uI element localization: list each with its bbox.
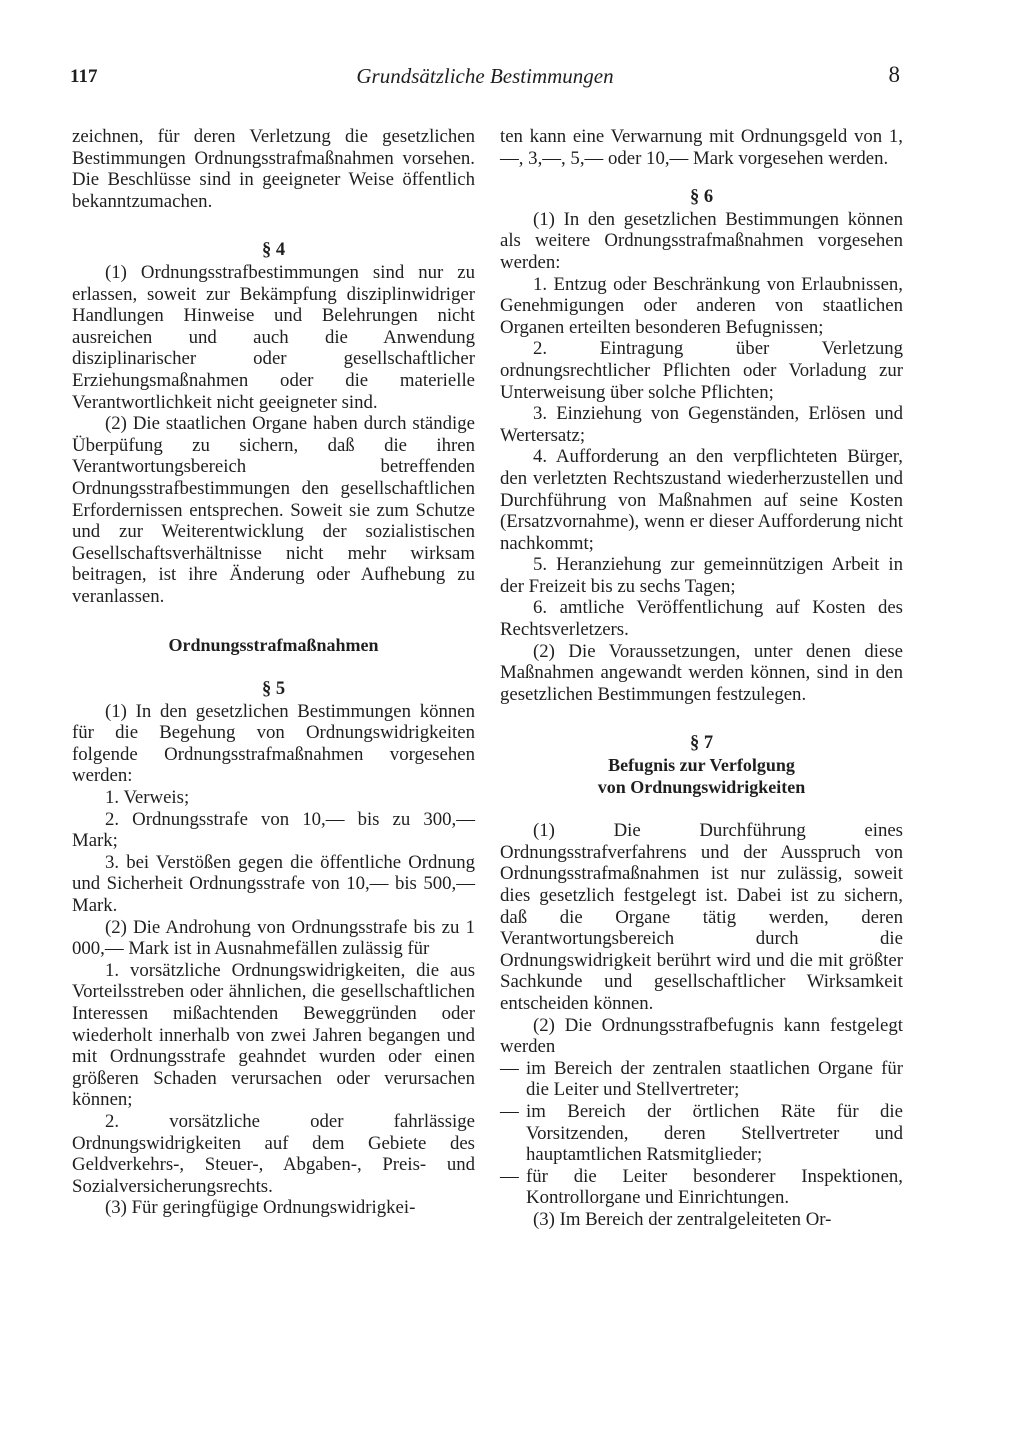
page-number: 117 [70,66,98,87]
paragraph: (1) In den gesetzlichen Bestimmungen können für die Begehung von Ordnungswidrigkeiten folgende Ordnungsstrafmaßnahmen vorgesehen werden: [72,700,475,787]
paragraph: (2) Die Ordnungsstrafbefugnis kann festgelegt werden [500,1014,903,1058]
dash-item-text: für die Leiter besonderer Inspektionen, Kontrollorgane und Einrichtungen. [526,1165,903,1209]
list-item: 6. amtliche Veröffentlichung auf Kosten des Rechtsverletzers. [500,597,903,641]
paragraph: (1) Die Durchführung eines Ordnungsstrafverfahrens und der Ausspruch von Ordnungsstrafmaßnahmen ist nur zulässig, soweit dies gesetzlich festgelegt ist. Dabei ist zu sichern, daß die Organe tätig werden, deren Verantwortungsbereich durch die Ordnungswidrigkeit berührt wird und die mit größter Sachkunde und gesellschaftlicher Wirksamkeit entscheiden können. [500,820,903,1014]
dash-list-item [500,1101,903,1166]
page-header [70,62,900,96]
right-column [500,126,903,1231]
paragraph: (2) Die staatlichen Organe haben durch ständige Überpüfung zu sichern, daß die ihren Verantwortungsbereich betreffenden Ordnungsstrafbestimmungen den gesellschaftlichen Erfordernissen entsprechen. Soweit sie zum Schutze und zur Weiterentwicklung der sozialistischen Gesellschaftsverhältnisse nicht mehr wirksam beitragen, ist ihre Änderung oder Aufhebung zu veranlassen. [72,413,475,607]
paragraph: (3) Im Bereich der zentralgeleiteten Or- [533,1208,832,1230]
list-item: 2. Ordnungsstrafe von 10,— bis zu 300,— Mark; [72,808,475,852]
paragraph: (1) Ordnungsstrafbestimmungen sind nur zu erlassen, soweit zur Bekämpfung disziplinwidriger Handlungen Hinweise und Belehrungen nicht ausreichen und auch die Anwendung disziplinarischer oder gesellschaftlicher Erziehungsmaßnahmen oder die materielle Verantwortlichkeit nicht geeigneter sind. [72,261,475,413]
paragraph: ten kann eine Verwarnung mit Ordnungsgeld von 1,—, 3,—, 5,— oder 10,— Mark vorgesehen werden. [500,126,903,169]
list-item: 3. Einziehung von Gegenständen, Erlösen und Wertersatz; [500,403,903,446]
dash-bullet: — [500,1100,519,1122]
paragraph: zeichnen, für deren Verletzung die gesetzlichen Bestimmungen Ordnungsstrafmaßnahmen vorsehen. Die Beschlüsse sind in geeigneter Weise öffentlich bekanntzumachen. [72,126,475,212]
section-title-line: von Ordnungswidrigkeiten [597,776,806,797]
dash-list-item [500,1058,903,1101]
dash-bullet: — [500,1165,519,1187]
list-item: 2. Eintragung über Verletzung ordnungsrechtlicher Pflichten oder Vorladung zur Unterweisung über solche Pflichten; [500,338,903,403]
section-number: 8 [888,62,900,87]
section-heading-5: § 5 [261,679,286,700]
section-heading-6: § 6 [689,187,714,208]
section-title-line: Befugnis zur Verfolgung [608,755,795,776]
paragraph: (2) Die Voraussetzungen, unter denen diese Maßnahmen angewandt werden können, sind in den gesetzlichen Bestimmungen festzulegen. [500,640,903,705]
left-column [72,126,475,1219]
subheading: Ordnungsstrafmaßnahmen [168,635,379,656]
list-item: 4. Aufforderung an den verpflichteten Bürger, den verletzten Rechtszustand wiederherzustellen und Durchführung von Maßnahmen auf seine Kosten (Ersatzvornahme), wenn er dieser Aufforderung nicht nachkommt; [500,446,903,554]
running-title: Grundsätzliche Bestimmungen [356,64,614,88]
list-item: 3. bei Verstößen gegen die öffentliche Ordnung und Sicherheit Ordnungsstrafe von 10,— bis 500,— Mark. [72,851,475,916]
list-item: 1. vorsätzliche Ordnungswidrigkeiten, die aus Vorteilsstreben oder ähnlichen, die gesellschaftlichen Interessen mißachtenden Beweggründen oder wiederholt innerhalb von zwei Jahren begangen und mit Ordnungsstrafe geahndet wurden oder einen größeren Schaden verursachen oder verursachen können; [72,959,475,1111]
dash-item-text: im Bereich der örtlichen Räte für die Vorsitzenden, deren Stellvertreter und hauptamtlichen Ratsmitglieder; [526,1100,903,1166]
list-item: 1. Verweis; [105,787,190,809]
section-heading-4: § 4 [261,240,286,261]
list-item: 5. Heranziehung zur gemeinnützigen Arbeit in der Freizeit bis zu sechs Tagen; [500,554,903,597]
paragraph: (2) Die Androhung von Ordnungsstrafe bis zu 1 000,— Mark ist in Ausnahmefällen zulässig für [72,916,475,960]
dash-list-item [500,1166,903,1209]
paragraph: (3) Für geringfügige Ordnungswidrigkei- [105,1197,416,1219]
dash-bullet: — [500,1057,519,1079]
dash-item-text: im Bereich der zentralen staatlichen Organe für die Leiter und Stellvertreter; [526,1057,903,1101]
list-item: 1. Entzug oder Beschränkung von Erlaubnissen, Genehmigungen oder anderen von staatlichen Organen erteilten besonderen Befugnissen; [500,273,903,338]
list-item: 2. vorsätzliche oder fahrlässige Ordnungswidrigkeiten auf dem Gebiete des Geldverkehrs-, Steuer-, Abgaben-, Preis- und Sozialversicherungsrechts. [72,1110,475,1197]
section-heading-7: § 7 [689,733,714,754]
paragraph: (1) In den gesetzlichen Bestimmungen können als weitere Ordnungsstrafmaßnahmen vorgesehen werden: [500,208,903,273]
